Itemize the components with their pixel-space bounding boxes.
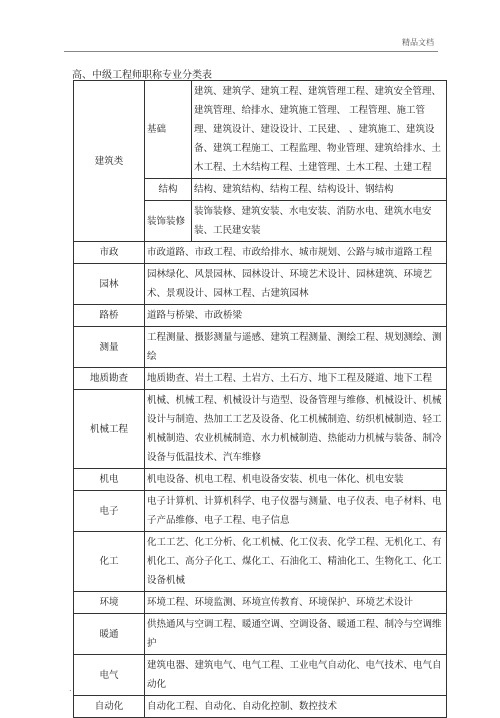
category-cell: 化工 bbox=[74, 532, 145, 592]
specialty-table bbox=[73, 80, 447, 718]
category-cell: 机械工程 bbox=[74, 390, 145, 469]
table-row bbox=[74, 469, 447, 491]
specialty-list: 供热通风与空调工程、暖通空调、空调设备、暖通工程、制冷与空调维护 bbox=[145, 614, 447, 655]
subcategory-cell: 基础 bbox=[145, 81, 192, 179]
category-cell: 自动化 bbox=[74, 696, 145, 718]
table-row bbox=[74, 491, 447, 532]
header-label: 精品文档 bbox=[402, 38, 434, 47]
table-row bbox=[74, 614, 447, 655]
table-row bbox=[74, 327, 447, 368]
specialty-list: 电子计算机、计算机科学、电子仪器与测量、电子仪表、电子材料、电子产品维修、电子工程、电子信息 bbox=[145, 491, 447, 532]
category-cell: 市政 bbox=[74, 242, 145, 264]
category-cell: 环境 bbox=[74, 592, 145, 614]
specialty-list: 市政道路、市政工程、市政给排水、城市规划、公路与城市道路工程 bbox=[145, 242, 447, 264]
specialty-list: 环境工程、环境监测、环境宣传教育、环境保护、环境艺术设计 bbox=[145, 592, 447, 614]
header-rule bbox=[64, 51, 438, 52]
specialty-list: 自动化工程、自动化、自动化控制、数控技术 bbox=[145, 696, 447, 718]
category-cell: 地质勘查 bbox=[74, 368, 145, 390]
category-cell: 机电 bbox=[74, 469, 145, 491]
subcategory-cell: 结构 bbox=[145, 179, 192, 201]
specialty-list: 园林绿化、风景园林、园林设计、环境艺术设计、园林建筑、环境艺术、景观设计、园林工程、古建筑园林 bbox=[145, 264, 447, 305]
specialty-list: 道路与桥梁、市政桥梁 bbox=[145, 305, 447, 327]
specialty-list: 建筑电器、建筑电气、电气工程、工业电气自动化、电气技术、电气自动化 bbox=[145, 655, 447, 696]
table-row bbox=[74, 264, 447, 305]
subcategory-cell: 装饰装修 bbox=[145, 201, 192, 242]
table-row bbox=[74, 81, 447, 179]
category-cell: 建筑类 bbox=[74, 81, 145, 242]
table-row bbox=[74, 532, 447, 592]
category-cell: 电气 bbox=[74, 655, 145, 696]
specialty-list: 工程测量、摄影测量与遥感、建筑工程测量、测绘工程、规划测绘、测绘 bbox=[145, 327, 447, 368]
table-row bbox=[74, 655, 447, 696]
specialty-list: 结构、建筑结构、结构工程、结构设计、钢结构 bbox=[192, 179, 447, 201]
category-cell: 电子 bbox=[74, 491, 145, 532]
table-row bbox=[74, 592, 447, 614]
table-row bbox=[74, 390, 447, 469]
specialty-list: 化工工艺、化工分析、化工机械、化工仪表、化学工程、无机化工、有机化工、高分子化工、煤化工、石油化工、精油化工、生物化工、化工设备机械 bbox=[145, 532, 447, 592]
specialty-list: 建筑、建筑学、建筑工程、建筑管理工程、建筑安全管理、建筑管理、给排水、建筑施工管理、 工程管理、施工管理、建筑设计、建设设计、工民建、 、建筑施工、建筑设备、建筑工程施工、工程监理、物业管理、建筑给排水、土木工程、土木结构工程、土建管理、土木工程、土建工程 bbox=[192, 81, 447, 179]
category-cell: 园林 bbox=[74, 264, 145, 305]
category-cell: 路桥 bbox=[74, 305, 145, 327]
category-cell: 暖通 bbox=[74, 614, 145, 655]
table-row bbox=[74, 305, 447, 327]
table-row bbox=[74, 696, 447, 718]
specialty-list: 地质勘查、岩土工程、土岩方、土石方、地下工程及隧道、地下工程 bbox=[145, 368, 447, 390]
table-row bbox=[74, 242, 447, 264]
table-row bbox=[74, 368, 447, 390]
specialty-list: 机电设备、机电工程、机电设备安装、机电一体化、机电安装 bbox=[145, 469, 447, 491]
document-title: 高、中级工程师职称专业分类表 bbox=[72, 70, 212, 81]
category-cell: 测量 bbox=[74, 327, 145, 368]
footer-mark: . bbox=[69, 684, 72, 693]
specialty-list: 机械、机械工程、机械设计与造型、设备管理与维修、机械设计、机械设计与制造、热加工工艺及设备、化工机械制造、纺织机械制造、轻工机械制造、农业机械制造、水力机械制造、热能动力机械与装备、制冷设备与低温技术、汽车维修 bbox=[145, 390, 447, 469]
specialty-list: 装饰装修、建筑安装、水电安装、消防水电、建筑水电安装、工民建安装 bbox=[192, 201, 447, 242]
